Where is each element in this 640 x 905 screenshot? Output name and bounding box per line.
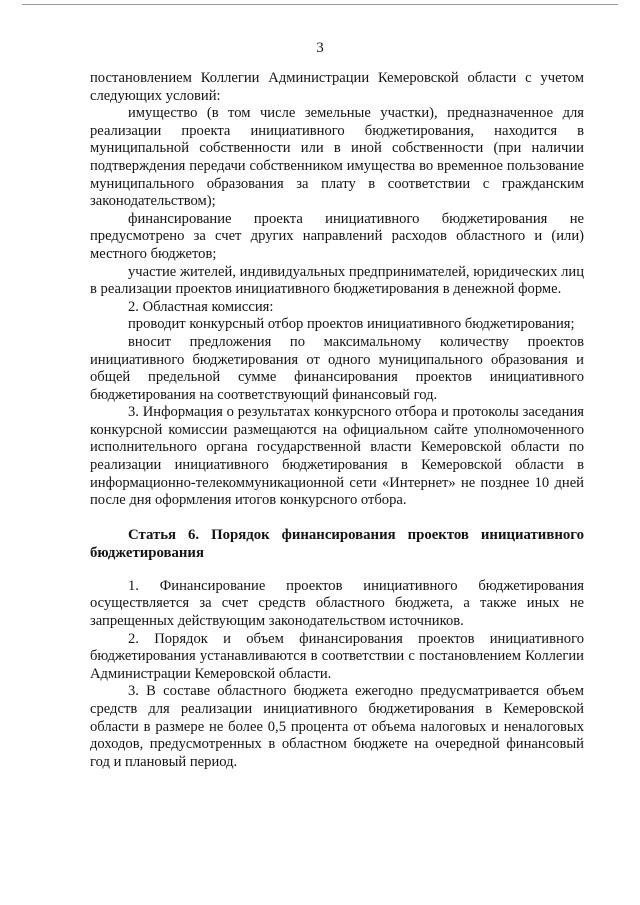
paragraph-financing-sources: 1. Финансирование проектов инициативного бюджетирования осуществляется за счет средств областного бюджета, а также иных не запрещенных действующим законодательством источников. [90,577,584,630]
paragraph-condition-participation: участие жителей, индивидуальных предпринимателей, юридических лиц в реализации проектов инициативного бюджетирования в денежной форме. [90,263,584,298]
paragraph-budget-allocation: 3. В составе областного бюджета ежегодно предусматривается объем средств для реализации инициативного бюджетирования в Кемеровской области в размере не более 0,5 процента от объема налоговых и неналоговых доходов, предусмотренных в областном бюджете на очередной финансовый год и плановый период. [90,683,584,770]
page-number: 3 [316,40,324,56]
scan-edge-line [22,4,618,5]
paragraph-condition-financing: финансирование проекта инициативного бюджетирования не предусмотрено за счет других направлений расходов областного и (или) местного бюджетов; [90,210,584,262]
paragraph-condition-property: имущество (в том числе земельные участки), предназначенное для реализации проекта инициативного бюджетирования, находится в муниципальной собственности или в иной собственности (при наличии подтверждения передачи собственником имущества во временное пользование муниципального образования за плату в соответствии с гражданским законодательством); [90,105,584,210]
paragraph-results-publication: 3. Информация о результатах конкурсного отбора и протоколы заседания конкурсной комиссии размещаются на официальном сайте уполномоченного исполнительного органа государственной власти Кемеровской области по реализации инициативного бюджетирования в Кемеровской области в информационно-телекоммуникационной сети «Интернет» не позднее 10 дней после дня оформления итогов конкурсного отбора. [90,404,584,509]
article-heading: Статья 6. Порядок финансирования проектов инициативного бюджетирования [90,526,584,561]
paragraph-commission-proposals: вносит предложения по максимальному количеству проектов инициативного бюджетирования от одного муниципального образования и общей предельной сумме финансирования проектов инициативного бюджетирования на соответствующий финансовый год. [90,333,584,403]
document-body [90,70,584,771]
paragraph-continuation: постановлением Коллегии Администрации Кемеровской области с учетом следующих условий: [90,70,584,104]
paragraph-commission-selection: проводит конкурсный отбор проектов инициативного бюджетирования; [128,316,575,333]
paragraph-financing-procedure: 2. Порядок и объем финансирования проектов инициативного бюджетирования устанавливаются в соответствии с постановлением Коллегии Администрации Кемеровской области. [90,630,584,682]
paragraph-regional-commission: 2. Областная комиссия: [128,298,274,315]
